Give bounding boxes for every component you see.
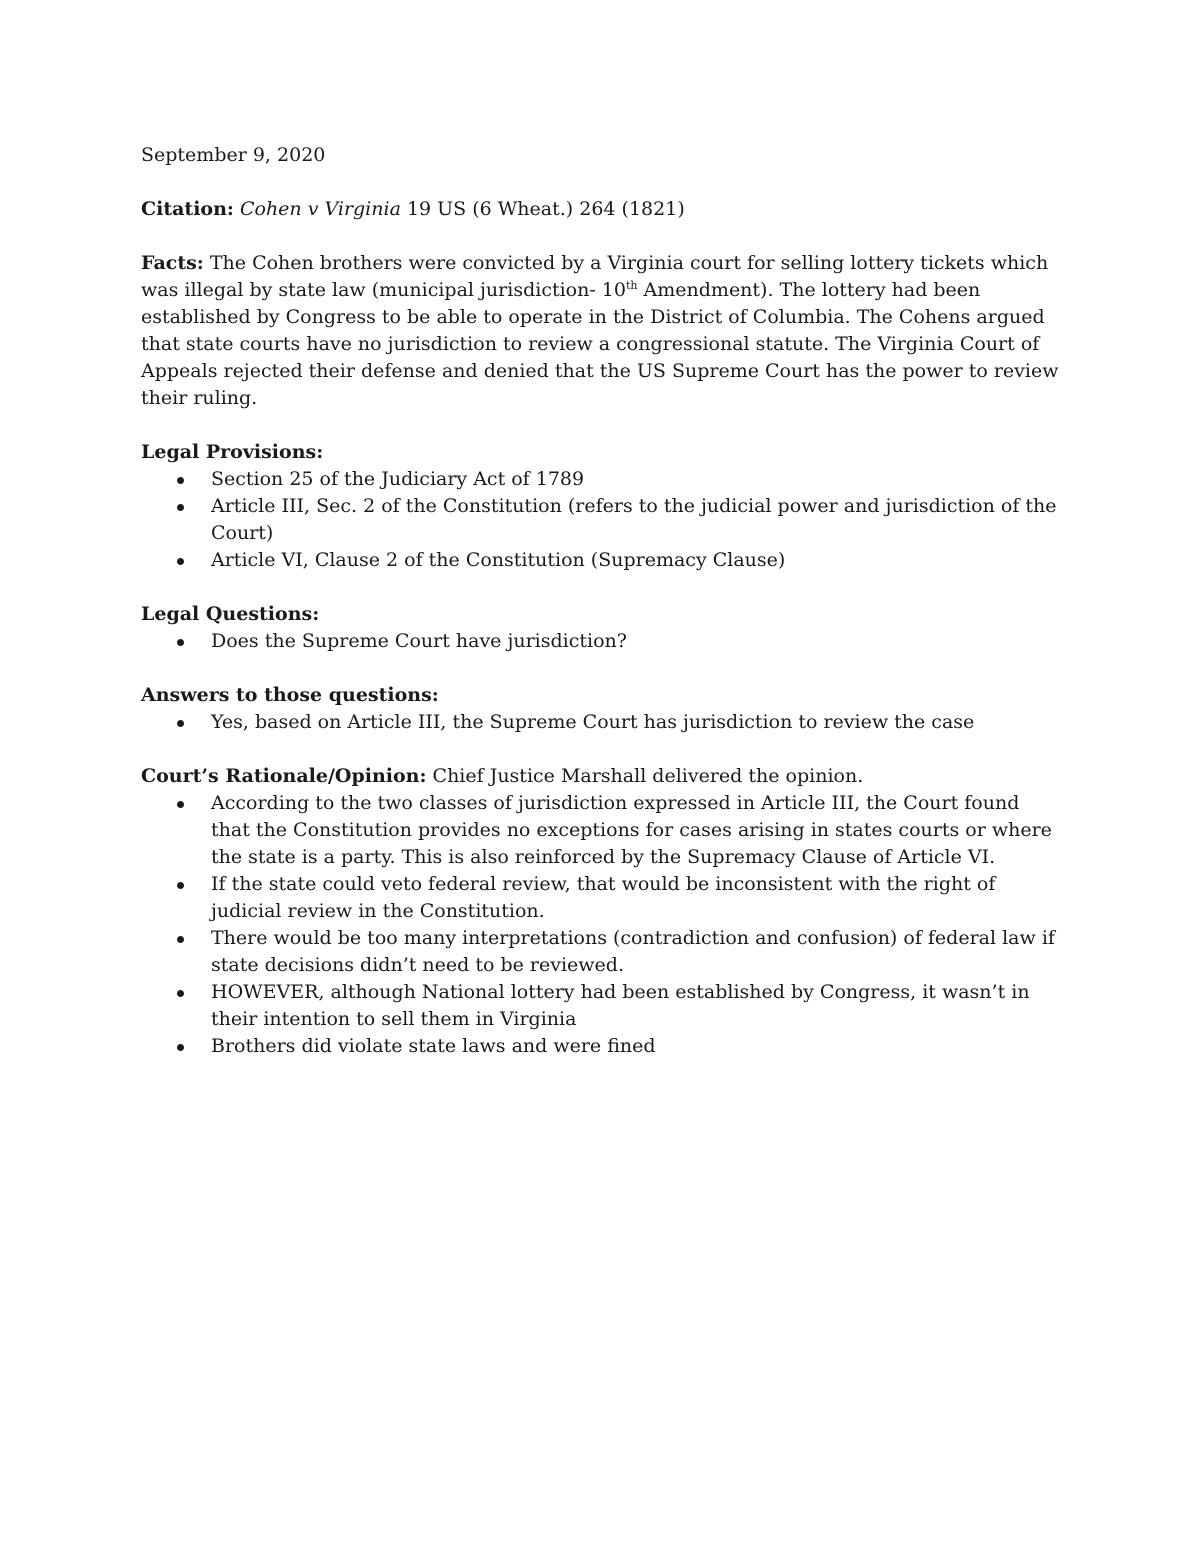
answers-heading: Answers to those questions: — [141, 684, 439, 706]
bullet-icon — [177, 639, 184, 646]
facts-text-2: Amendment). The lottery had been established by Congress to be able to operate in the District of Columbia. The Cohens argued that state courts have no jurisdiction to review a congressional statute. The Virginia Court of Appeals rejected their defense and denied that the US Supreme Court has the power to review their ruling. — [141, 279, 1059, 409]
facts-text-1: The Cohen brothers were convicted by a Virginia court for selling lottery tickets which was illegal by state law (municipal jurisdiction- 10 — [141, 252, 1049, 301]
date: September 9, 2020 — [141, 144, 326, 166]
document-body — [141, 142, 1061, 1060]
bullet-icon — [177, 504, 184, 511]
citation-label: Citation: — [141, 198, 234, 220]
list-item: According to the two classes of jurisdiction expressed in Article III, the Court found that the Constitution provides no exceptions for cases arising in states courts or where the state is a party. This is also reinforced by the Supremacy Clause of Article VI. — [141, 790, 1061, 871]
bullet-icon — [177, 936, 184, 943]
rationale-heading — [141, 763, 1061, 790]
list-item: Does the Supreme Court have jurisdiction? — [141, 628, 1061, 655]
bullet-icon — [177, 882, 184, 889]
bullet-icon — [177, 801, 184, 808]
list-item: Brothers did violate state laws and were fined — [141, 1033, 1061, 1060]
bullet-icon — [177, 990, 184, 997]
legal-provisions-list — [141, 466, 1061, 574]
list-item: Article VI, Clause 2 of the Constitution (Supremacy Clause) — [141, 547, 1061, 574]
legal-questions-list — [141, 628, 1061, 655]
rationale-label: Court’s Rationale/Opinion: — [141, 765, 427, 787]
list-item: Yes, based on Article III, the Supreme Court has jurisdiction to review the case — [141, 709, 1061, 736]
bullet-icon — [177, 1044, 184, 1051]
legal-questions-heading: Legal Questions: — [141, 603, 320, 625]
citation-paragraph — [141, 196, 1061, 223]
citation-reference: 19 US (6 Wheat.) 264 (1821) — [406, 198, 685, 220]
case-name: Cohen v Virginia — [239, 198, 401, 220]
list-item: If the state could veto federal review, that would be inconsistent with the right of judicial review in the Constitution. — [141, 871, 1061, 925]
list-item: Section 25 of the Judiciary Act of 1789 — [141, 466, 1061, 493]
list-item: Article III, Sec. 2 of the Constitution (refers to the judicial power and jurisdiction of the Court) — [141, 493, 1061, 547]
list-item: There would be too many interpretations (contradiction and confusion) of federal law if state decisions didn’t need to be reviewed. — [141, 925, 1061, 979]
facts-label: Facts: — [141, 252, 204, 274]
legal-provisions-heading: Legal Provisions: — [141, 441, 324, 463]
bullet-icon — [177, 558, 184, 565]
rationale-list — [141, 790, 1061, 1060]
list-item: HOWEVER, although National lottery had been established by Congress, it wasn’t in their intention to sell them in Virginia — [141, 979, 1061, 1033]
bullet-icon — [177, 720, 184, 727]
facts-paragraph — [141, 250, 1061, 412]
answers-list — [141, 709, 1061, 736]
rationale-intro: Chief Justice Marshall delivered the opinion. — [432, 765, 864, 787]
bullet-icon — [177, 477, 184, 484]
facts-superscript: th — [625, 279, 638, 292]
